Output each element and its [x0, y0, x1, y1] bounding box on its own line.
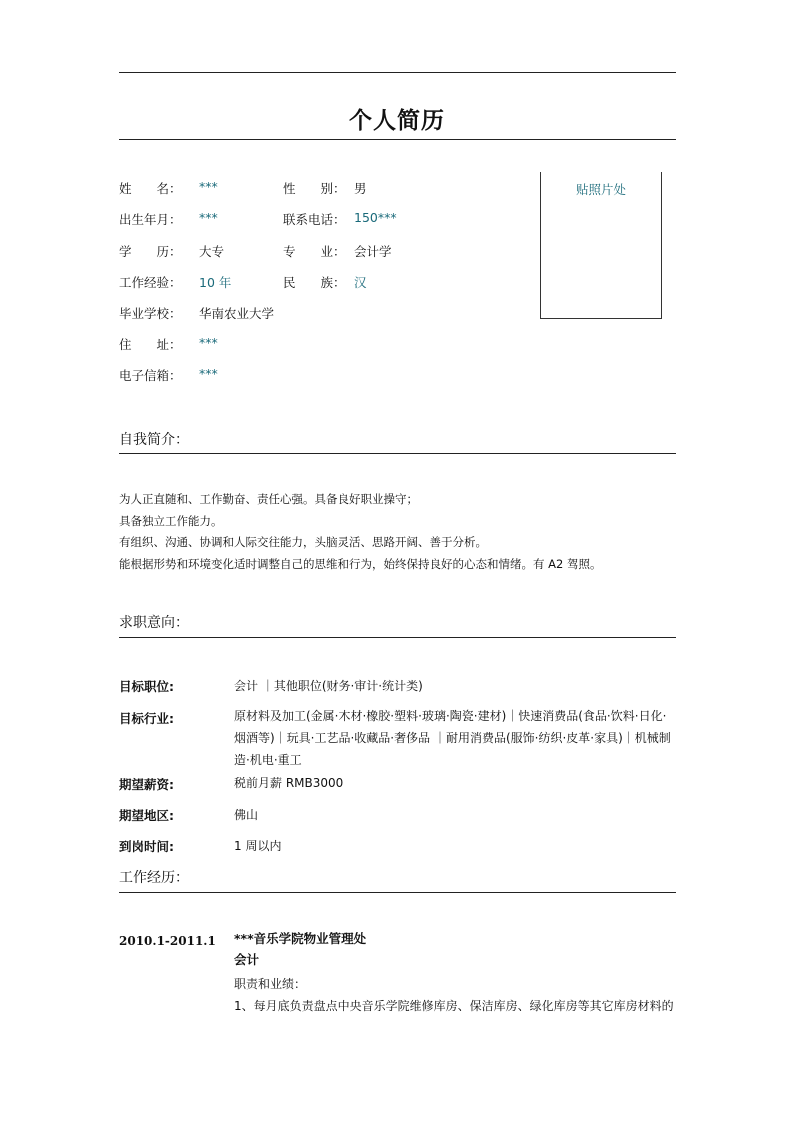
title-underline	[119, 139, 676, 140]
photo-placeholder: 贴照片处	[575, 182, 626, 197]
self-intro-line: 为人正直随和、工作勤奋、责任心强。具备良好职业操守；	[119, 492, 418, 506]
work-date: 2010.1-2011.1	[119, 934, 216, 948]
self-intro-heading: 自我简介：	[119, 432, 189, 448]
page-title: 个人简历	[349, 108, 445, 134]
name-value: ***	[199, 179, 218, 194]
industry-label: 目标行业:	[119, 711, 174, 726]
gender-value: 男	[354, 181, 367, 196]
arrival-value: 1 周以内	[234, 839, 282, 853]
phone-value: 150***	[354, 210, 397, 225]
exp-label: 工作经验：	[119, 275, 182, 290]
email-label: 电子信箱：	[119, 368, 182, 383]
self-intro-text	[119, 489, 602, 575]
work-role: 会计	[234, 952, 260, 967]
work-rule	[119, 892, 676, 893]
school-value: 华南农业大学	[199, 306, 275, 321]
school-label: 毕业学校：	[119, 306, 182, 321]
email-value: ***	[199, 366, 218, 381]
edu-value: 大专	[199, 244, 225, 259]
birth-label: 出生年月：	[119, 212, 182, 227]
work-duties-label: 职责和业绩：	[234, 977, 307, 991]
exp-value: 10 年	[199, 275, 232, 290]
gender-label: 性 别：	[283, 181, 346, 196]
position-value: 会计 ｜其他职位(财务·审计·统计类)	[234, 679, 423, 693]
work-duty-1: 1、每月底负责盘点中央音乐学院维修库房、保洁库房、绿化库房等其它库房材料的	[234, 999, 674, 1013]
major-label: 专 业：	[283, 244, 346, 259]
location-value: 佛山	[234, 808, 259, 822]
job-intent-heading: 求职意向：	[119, 615, 189, 631]
ethnic-value: 汉	[354, 275, 367, 290]
salary-value: 税前月薪 RMB3000	[234, 776, 344, 790]
address-label: 住 址：	[119, 337, 182, 352]
industry-value: 原材料及加工(金属·木材·橡胶·塑料·玻璃·陶瓷·建材)｜快速消费品(食品·饮料·日化·烟酒等)｜玩具·工艺品·收藏品·奢侈品 ｜耐用消费品(服饰·纺织·皮革·家具)｜机械制造·机电·重工	[234, 709, 671, 767]
arrival-label: 到岗时间:	[119, 839, 174, 854]
birth-value: ***	[199, 210, 218, 225]
work-company: ***音乐学院物业管理处	[234, 931, 367, 946]
self-intro-line: 有组织、沟通、协调和人际交往能力，头脑灵活、思路开阔、善于分析。	[119, 535, 487, 549]
phone-label: 联系电话：	[283, 212, 346, 227]
position-label: 目标职位:	[119, 679, 174, 694]
self-intro-line: 能根据形势和环境变化适时调整自己的思维和行为，始终保持良好的心态和情绪。有 A2 驾照。	[119, 556, 602, 571]
photo-box	[540, 172, 662, 319]
ethnic-label: 民 族：	[283, 275, 346, 290]
major-value: 会计学	[354, 244, 392, 259]
job-intent-rule	[119, 637, 676, 638]
name-label: 姓 名：	[119, 181, 182, 196]
edu-label: 学 历：	[119, 244, 182, 259]
self-intro-line: 具备独立工作能力。	[119, 513, 223, 528]
salary-label: 期望薪资:	[119, 777, 174, 792]
address-value: ***	[199, 335, 218, 350]
location-label: 期望地区:	[119, 808, 174, 823]
work-heading: 工作经历：	[119, 870, 189, 886]
self-intro-rule	[119, 453, 676, 454]
top-rule	[119, 72, 676, 73]
